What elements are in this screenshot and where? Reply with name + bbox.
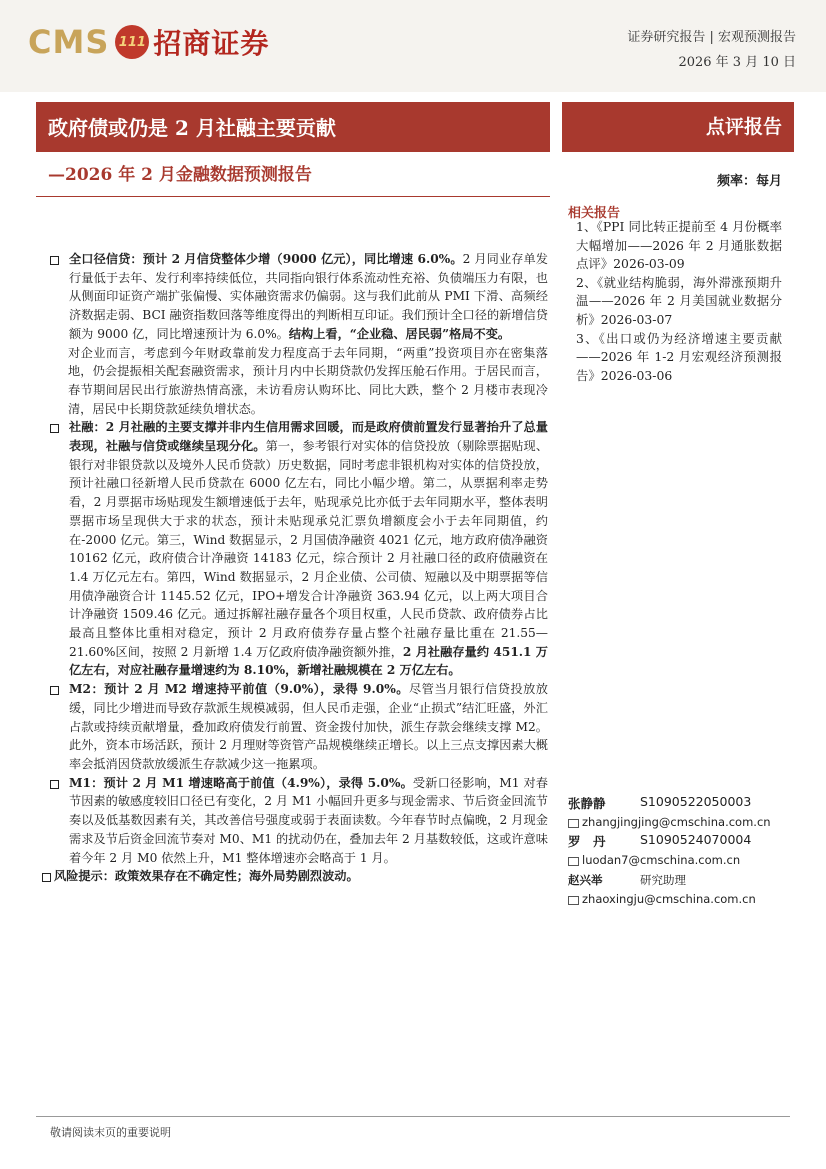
subtitle-divider bbox=[36, 196, 550, 197]
bullet-m1 bbox=[42, 774, 548, 868]
analyst-3 bbox=[568, 872, 788, 888]
related-report-item[interactable]: 1、《PPI 同比转正提前至 4 月份概率大幅增加——2026 年 2 月通胀数据点评》2026-03-09 bbox=[576, 219, 782, 272]
bullet-text: 受新口径影响，M1 对春节因素的敏感度较旧口径已有变化，2 月 M1 小幅回升更多与现金需求、节后资金回流节奏以及低基数因素有关，其改善信号强度或弱于表面读数。今年春节时点偏晚，2 月现金需求及节后资金回流节奏对 M0、M1 的扰动仍在，叠加去年 2 月基数较低，这或许意味着今年 2 月 M0 依然上升，M1 整体增速亦会略高于 1 月。 bbox=[69, 775, 548, 865]
bullet-text: 2 月同业存单发行量低于去年、发行利率持续低位，共同指向银行体系流动性充裕、负债端压力有限，也从侧面印证资产端扩张偏慢、实体融资需求仍偏弱。这与我们此前从 PMI 下滑、高频经济数据走弱、BCI 融资指数回落等维度得出的判断相互印证。我们预计全口径的新增信贷额为 9000 亿，同比增速预计为 6.0%。 bbox=[69, 252, 548, 341]
square-bullet-icon bbox=[50, 424, 59, 433]
analyst-name: 罗 丹 bbox=[568, 834, 606, 849]
square-bullet-icon bbox=[50, 256, 59, 265]
footer-divider bbox=[36, 1116, 790, 1117]
logo-chinese: 招商证券 bbox=[153, 27, 270, 60]
bullet-social-financing bbox=[42, 418, 548, 680]
analyst-id: S1090522050003 bbox=[640, 794, 752, 809]
logo-latin: CMS bbox=[28, 23, 110, 61]
footer-note: 敬请阅读末页的重要说明 bbox=[50, 1126, 171, 1139]
related-reports-title: 相关报告 bbox=[568, 206, 621, 221]
bullet-heading: 社融：2 月社融的主要支撑并非内生信用需求回暖，而是政府债前置发行显著抬升了总量表现，社融与信贷或继续呈现分化。 bbox=[69, 420, 548, 454]
analyst-2 bbox=[568, 832, 788, 850]
related-report-item[interactable]: 2、《就业结构脆弱，海外滞涨预期升温——2026 年 2 月美国就业数据分析》2026-03-07 bbox=[576, 274, 782, 327]
bullet-risk bbox=[42, 867, 548, 886]
analyst-email[interactable]: zhaoxingju@cmschina.com.cn bbox=[582, 892, 756, 906]
bullet-emphasis: 结构上看，“企业稳、居民弱”格局不变。 bbox=[288, 326, 511, 341]
page-title: 政府债或仍是 2 月社融主要贡献 bbox=[48, 116, 336, 140]
analyst-name: 张静静 bbox=[568, 796, 606, 811]
bullet-heading: 全口径信贷：预计 2 月信贷整体少增（9000 亿元），同比增速 6.0%。 bbox=[69, 252, 463, 266]
analyst-role: 研究助理 bbox=[640, 873, 686, 887]
analyst-email[interactable]: luodan7@cmschina.com.cn bbox=[582, 853, 741, 867]
mail-icon bbox=[568, 819, 579, 828]
report-date: 2026 年 3 月 10 日 bbox=[678, 55, 796, 70]
bullet-heading: M2：预计 2 月 M2 增速持平前值（9.0%），录得 9.0%。 bbox=[69, 682, 409, 697]
square-bullet-icon bbox=[50, 780, 59, 789]
report-type: 证券研究报告 | 宏观预测报告 bbox=[627, 30, 796, 45]
analyst-email[interactable]: zhangjingjing@cmschina.com.cn bbox=[582, 815, 771, 829]
analyst-1 bbox=[568, 794, 788, 812]
square-bullet-icon bbox=[50, 686, 59, 695]
mail-icon bbox=[568, 896, 579, 905]
company-logo bbox=[28, 22, 269, 62]
related-report-item[interactable]: 3、《出口或仍为经济增速主要贡献——2026 年 1-2 月宏观经济预测报告》2026-03-06 bbox=[576, 330, 782, 383]
frequency-label: 频率：每月 bbox=[716, 174, 782, 189]
risk-warning: 风险提示：政策效果存在不确定性；海外局势剧烈波动。 bbox=[54, 869, 359, 884]
bullet-text: 第一，参考银行对实体的信贷投放（剔除票据贴现、银行对非银贷款以及境外人民币贷款）历史数据，同时考虑非银机构对实体的信贷投放，预计社融口径新增人民币贷款在 6000 亿左右，同比小幅少增。第二，从票据利率走势看，2 月票据市场贴现发生额增速低于去年，贴现承兑比亦低于去年同期水平，整体表明票据市场呈现供大于求的状态，预计未贴现承兑汇票负增额度会小于去年同期值，约在-2000 亿元。第三，Wind 数据显示，2 月国债净融资 4021 亿元，地方政府债净融资 10162 亿元，政府债合计净融资 14183 亿元，综合预计 2 月社融口径的政府债融资在 1.4 万亿元左右。第四，Wind 数据显示，2 月企业债、公司债、短融以及中期票据等信用债净融资合计 1145.52 亿元，IPO+增发合计净融资 363.94 亿元，以上两大项目合计净融资 1509.46 亿元。通过拆解社融存量各个项目权重，人民币贷款、政府债券占比最高且整体比重相对稳定，预计 2 月政府债券存量占整个社融存量比重在 21.55—21.60%区间，按照 2 月新增 1.4 万亿政府债净融资额外推， bbox=[69, 439, 549, 659]
bullet-credit bbox=[42, 250, 548, 344]
report-body bbox=[42, 250, 548, 886]
related-reports-list bbox=[576, 218, 782, 385]
report-category: 点评报告 bbox=[705, 116, 782, 138]
bullet-text: 尽管当月银行信贷投放放缓，同比少增进而导致存款派生规模减弱，但人民币走强，企业“止损式”结汇旺盛，外汇占款或持续贡献增量，叠加政府债发行前置、资金拨付加快，派生存款会继续支撑 M2。此外，资本市场活跃，预计 2 月理财等资管产品规模继续正增长。以上三点支撑因素大概率会抵消因贷款放缓派生存款减少这一拖累项。 bbox=[69, 682, 548, 771]
analyst-name: 赵兴举 bbox=[568, 873, 603, 887]
mail-icon bbox=[568, 857, 579, 866]
bullet-heading: M1：预计 2 月 M1 增速略高于前值（4.9%），录得 5.0%。 bbox=[69, 775, 413, 790]
bullet-emphasis: 2 月社融存量约 451.1 万亿左右，对应社融存量增速约为 8.10%，新增社融规模在 2 万亿左右。 bbox=[69, 644, 548, 678]
bullet-m2 bbox=[42, 680, 548, 774]
square-bullet-icon bbox=[42, 873, 51, 882]
body-paragraph: 对企业而言，考虑到今年财政靠前发力程度高于去年同期，“两重”投资项目亦在密集落地，仍会提振相关配套融资需求，预计月内中长期贷款仍发挥压舱石作用。于居民而言，春节期间居民出行旅游热情高涨，未访看房认购环比、同比大跌，整个 2 月楼市表现冷清，居民中长期贷款延续负增状态。 bbox=[68, 345, 548, 416]
page-subtitle: —2026 年 2 月金融数据预测报告 bbox=[48, 165, 312, 185]
logo-mark-icon: 111 bbox=[115, 25, 149, 59]
analyst-id: S1090524070004 bbox=[640, 832, 752, 847]
